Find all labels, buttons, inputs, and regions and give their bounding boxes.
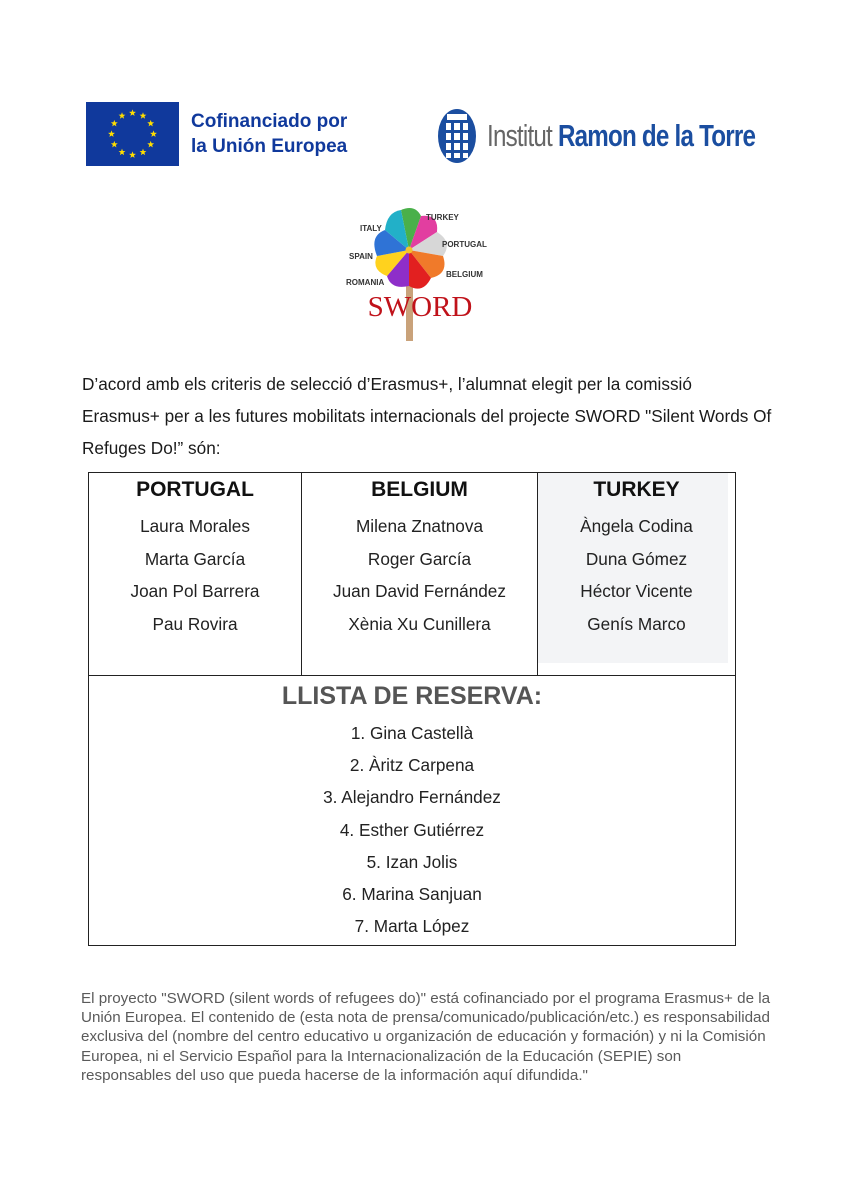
student-name: Àngela Codina (580, 516, 693, 536)
country-heading: BELGIUM (371, 478, 468, 501)
eu-cofinancing-text (191, 109, 347, 159)
logo-country-romania: ROMANIA (346, 278, 385, 287)
eu-star-icon (147, 120, 154, 127)
logo-country-turkey: TURKEY (426, 213, 459, 222)
institute-name-part1: Institut (487, 118, 552, 153)
sword-project-logo (340, 198, 500, 343)
logo-country-italy: ITALY (360, 224, 382, 233)
student-name: Joan Pol Barrera (130, 581, 260, 601)
eu-star-icon (147, 141, 154, 148)
reserve-item: 3. Alejandro Fernández (323, 787, 501, 808)
student-list (538, 510, 735, 640)
eu-star-icon (111, 120, 118, 127)
eu-star-icon (111, 141, 118, 148)
student-name: Juan David Fernández (333, 581, 506, 601)
student-list (302, 510, 537, 640)
eu-text-line1: Cofinanciado por (191, 111, 348, 132)
eu-star-icon (150, 130, 157, 137)
eu-star-icon (119, 112, 126, 119)
country-column-turkey (538, 473, 735, 675)
country-column-portugal (89, 473, 302, 675)
reserve-item: 6. Marina Sanjuan (342, 884, 482, 905)
reserve-item: 2. Àritz Carpena (349, 755, 475, 776)
student-name: Héctor Vicente (580, 581, 693, 601)
institute-emblem-icon (437, 108, 477, 164)
student-name: Xènia Xu Cunillera (348, 613, 491, 634)
reserve-item: 5. Izan Jolis (366, 851, 458, 872)
country-column-belgium (302, 473, 538, 675)
eu-star-icon (108, 130, 115, 137)
country-heading: PORTUGAL (136, 478, 254, 501)
eu-star-icon (119, 149, 126, 156)
student-name: Genís Marco (587, 613, 686, 634)
funding-disclaimer: El proyecto "SWORD (silent words of refugees do)" está cofinanciado por el programa Erasmus+ de la Unión Europea. El contenido de (esta nota de prensa/comunicado/publicación/etc.) es responsabilidad exclusiva del (nombre del centro educativo u organización de educación y formación) y ni la Comisión Europea, ni el Servicio Español para la Internacionalización de la Educación (SEPIE) son responsables del uso que pueda hacerse de la información aquí difundida." (81, 990, 771, 1084)
reserve-list (89, 717, 735, 942)
reserve-item: 7. Marta López (354, 916, 470, 937)
student-list (89, 510, 301, 640)
student-name: Duna Gómez (585, 548, 688, 569)
country-heading: TURKEY (593, 478, 680, 501)
eu-star-icon (140, 112, 147, 119)
student-name: Roger García (367, 548, 472, 569)
reserve-item: 4. Esther Gutiérrez (339, 819, 485, 840)
reserve-item: 1. Gina Castellà (350, 723, 474, 743)
student-name: Marta García (144, 548, 246, 569)
eu-star-icon (140, 149, 147, 156)
logo-sword-title: SWORD (367, 291, 473, 323)
intro-paragraph: D’acord amb els criteris de selecció d’Erasmus+, l’alumnat elegit per la comissió Erasmus+ per a les futures mobilitats internacionals del projecte SWORD "Silent Words Of Refuges Do!” són: (82, 374, 772, 458)
reserve-list-section (89, 675, 735, 946)
logo-country-portugal: PORTUGAL (442, 240, 487, 249)
institute-name-part2: Ramon de la Torre (557, 118, 756, 153)
eu-flag-icon (86, 102, 179, 166)
logo-country-spain: SPAIN (349, 252, 373, 261)
eu-cofinancing-logo (86, 102, 366, 166)
student-name: Milena Znatnova (355, 516, 484, 536)
reserve-title: LLISTA DE RESERVA: (281, 682, 543, 710)
student-name: Pau Rovira (152, 613, 238, 634)
selection-table (88, 472, 736, 946)
eu-text-line2: la Unión Europea (191, 136, 348, 157)
eu-star-icon (129, 151, 136, 158)
institute-logo (437, 108, 757, 164)
logo-country-belgium: BELGIUM (446, 270, 483, 279)
eu-star-icon (129, 109, 136, 116)
student-name: Laura Morales (140, 516, 250, 536)
institute-name (487, 118, 755, 154)
